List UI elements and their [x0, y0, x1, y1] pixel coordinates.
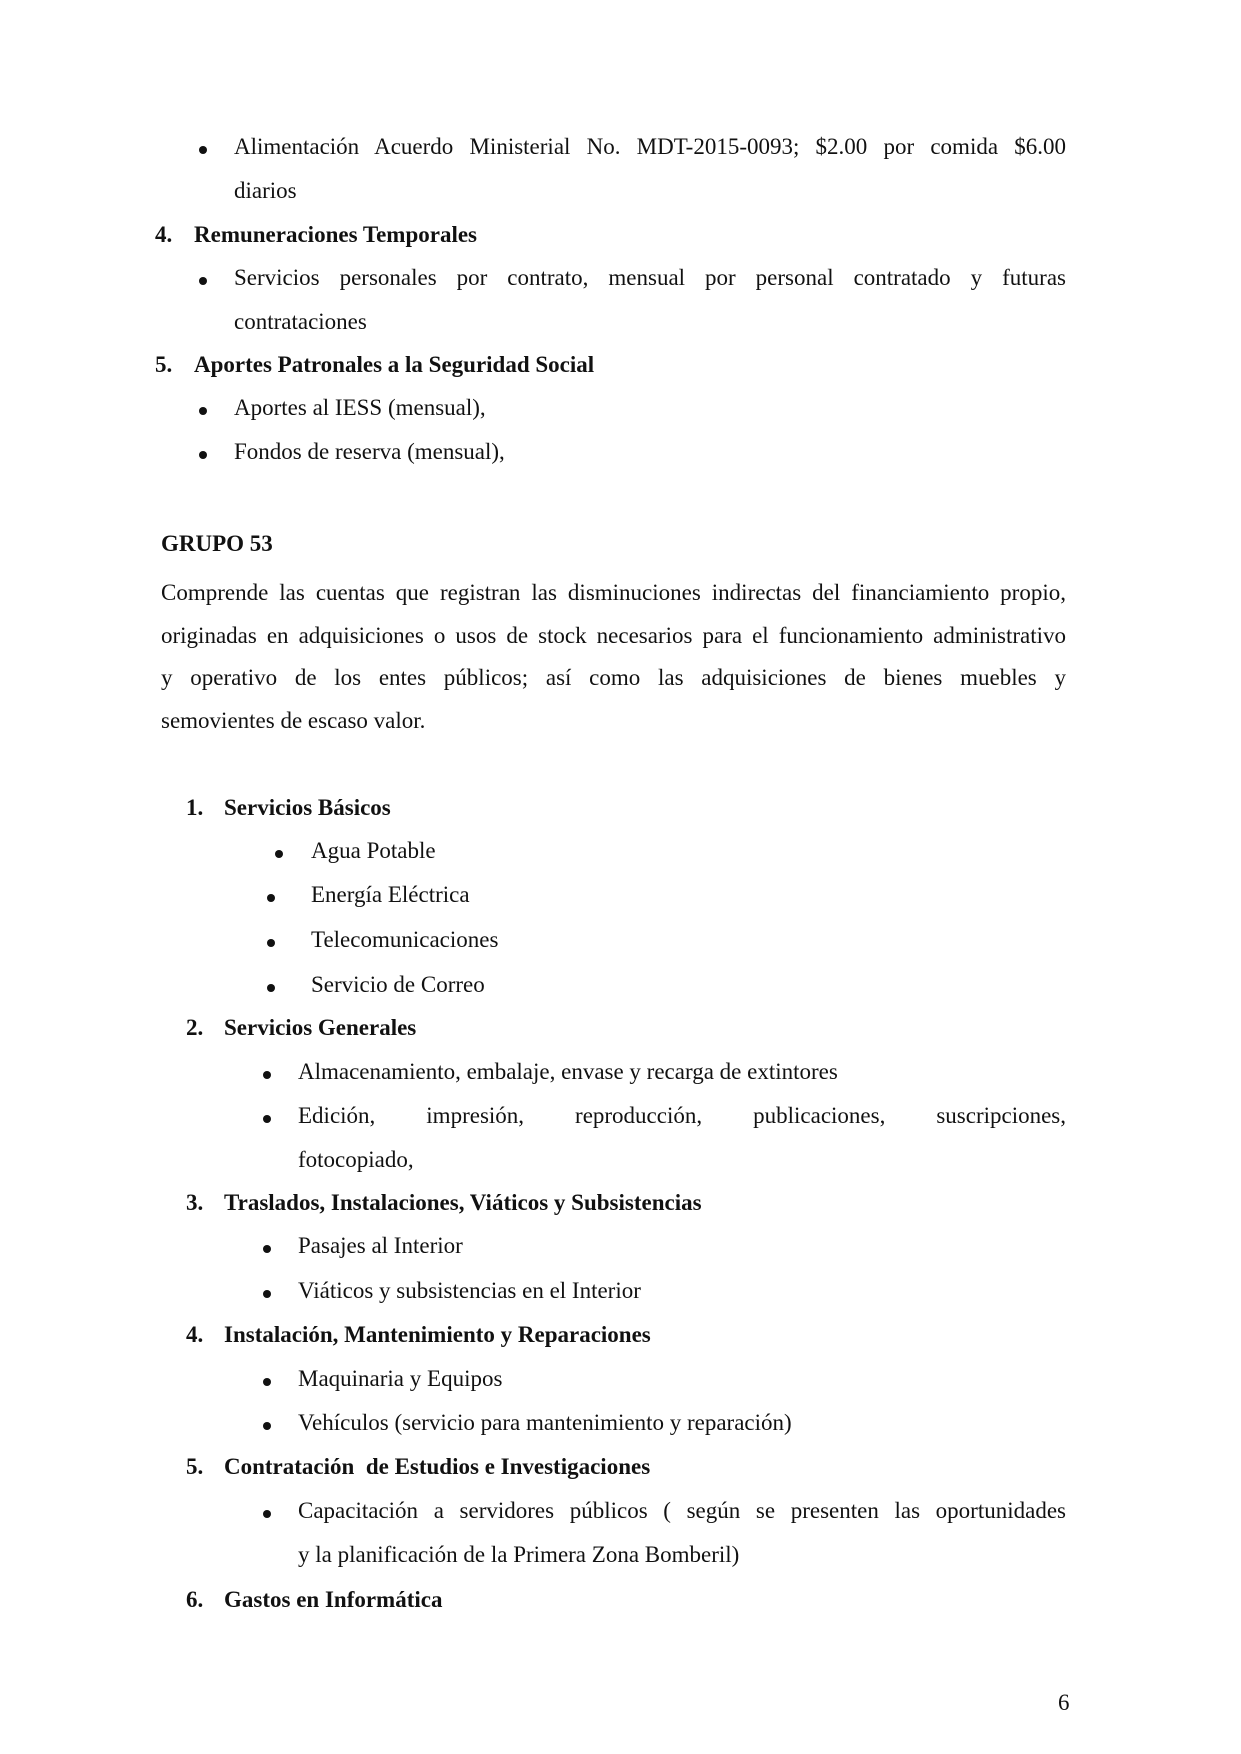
- list-item: Vehículos (servicio para mantenimiento y reparación): [298, 1410, 792, 1435]
- list-item: Maquinaria y Equipos: [298, 1366, 503, 1391]
- grupo53-heading: GRUPO 53: [161, 531, 273, 556]
- bullet-dot: [263, 1378, 271, 1386]
- list-number: 5.: [186, 1454, 204, 1479]
- bullet-dot: [267, 939, 275, 947]
- item4-title: Remuneraciones Temporales: [194, 222, 478, 247]
- list-number: 3.: [186, 1190, 204, 1215]
- bullet-dot: [199, 451, 207, 459]
- item5-number: 5.: [155, 352, 173, 377]
- bullet-dot: [267, 894, 275, 902]
- list-item: Capacitación a servidores públicos ( según se presenten las oportunidades: [298, 1498, 1066, 1523]
- item4-number: 4.: [155, 222, 173, 247]
- list-number: 6.: [186, 1587, 204, 1612]
- bullet-dot: [199, 277, 207, 285]
- list-item: Telecomunicaciones: [311, 927, 499, 952]
- bullet-alimentacion-cont: diarios: [234, 178, 297, 203]
- bullet-fondos: Fondos de reserva (mensual),: [234, 439, 505, 464]
- bullet-dot: [263, 1071, 271, 1079]
- bullet-dot: [267, 984, 275, 992]
- grupo53-para-line: semovientes de escaso valor.: [161, 708, 426, 733]
- bullet-dot: [263, 1115, 271, 1123]
- list-item: Servicio de Correo: [311, 972, 485, 997]
- grupo53-para-line: y operativo de los entes públicos; así como las adquisiciones de bienes muebles y: [161, 665, 1066, 690]
- list-title-servicios-generales: Servicios Generales: [224, 1015, 417, 1040]
- list-item: Pasajes al Interior: [298, 1233, 463, 1258]
- list-title-contratacion: Contratación de Estudios e Investigaciones: [224, 1454, 651, 1479]
- list-title-gastos-informatica: Gastos en Informática: [224, 1587, 443, 1612]
- item5-title: Aportes Patronales a la Seguridad Social: [194, 352, 595, 377]
- list-title-servicios-basicos: Servicios Básicos: [224, 795, 391, 820]
- bullet-dot: [199, 407, 207, 415]
- list-number: 4.: [186, 1322, 204, 1347]
- bullet-dot: [263, 1510, 271, 1518]
- list-title-instalacion: Instalación, Mantenimiento y Reparaciones: [224, 1322, 651, 1347]
- grupo53-para-line: originadas en adquisiciones o usos de stock necesarios para el funcionamiento administrativo: [161, 623, 1066, 648]
- list-number: 2.: [186, 1015, 204, 1040]
- bullet-dot: [263, 1422, 271, 1430]
- list-item-cont: y la planificación de la Primera Zona Bomberil): [298, 1542, 740, 1567]
- list-item-cont: fotocopiado,: [298, 1147, 414, 1172]
- list-item: Edición, impresión, reproducción, publicaciones, suscripciones,: [298, 1103, 1066, 1128]
- list-item: Energía Eléctrica: [311, 882, 470, 907]
- bullet-dot: [263, 1245, 271, 1253]
- bullet-alimentacion: Alimentación Acuerdo Ministerial No. MDT-2015-0093; $2.00 por comida $6.00: [234, 134, 1066, 159]
- grupo53-para-line: Comprende las cuentas que registran las disminuciones indirectas del financiamiento propio,: [161, 580, 1066, 605]
- list-item: Agua Potable: [311, 838, 436, 863]
- list-number: 1.: [186, 795, 204, 820]
- bullet-servicios-cont: contrataciones: [234, 309, 367, 334]
- list-item: Viáticos y subsistencias en el Interior: [298, 1278, 641, 1303]
- bullet-iess: Aportes al IESS (mensual),: [234, 395, 486, 420]
- list-item: Almacenamiento, embalaje, envase y recarga de extintores: [298, 1059, 838, 1084]
- bullet-servicios-personales: Servicios personales por contrato, mensual por personal contratado y futuras: [234, 265, 1066, 290]
- bullet-dot: [199, 146, 207, 154]
- page-number: 6: [1058, 1690, 1070, 1715]
- bullet-dot: [263, 1290, 271, 1298]
- bullet-dot: [275, 850, 283, 858]
- list-title-traslados: Traslados, Instalaciones, Viáticos y Subsistencias: [224, 1190, 702, 1215]
